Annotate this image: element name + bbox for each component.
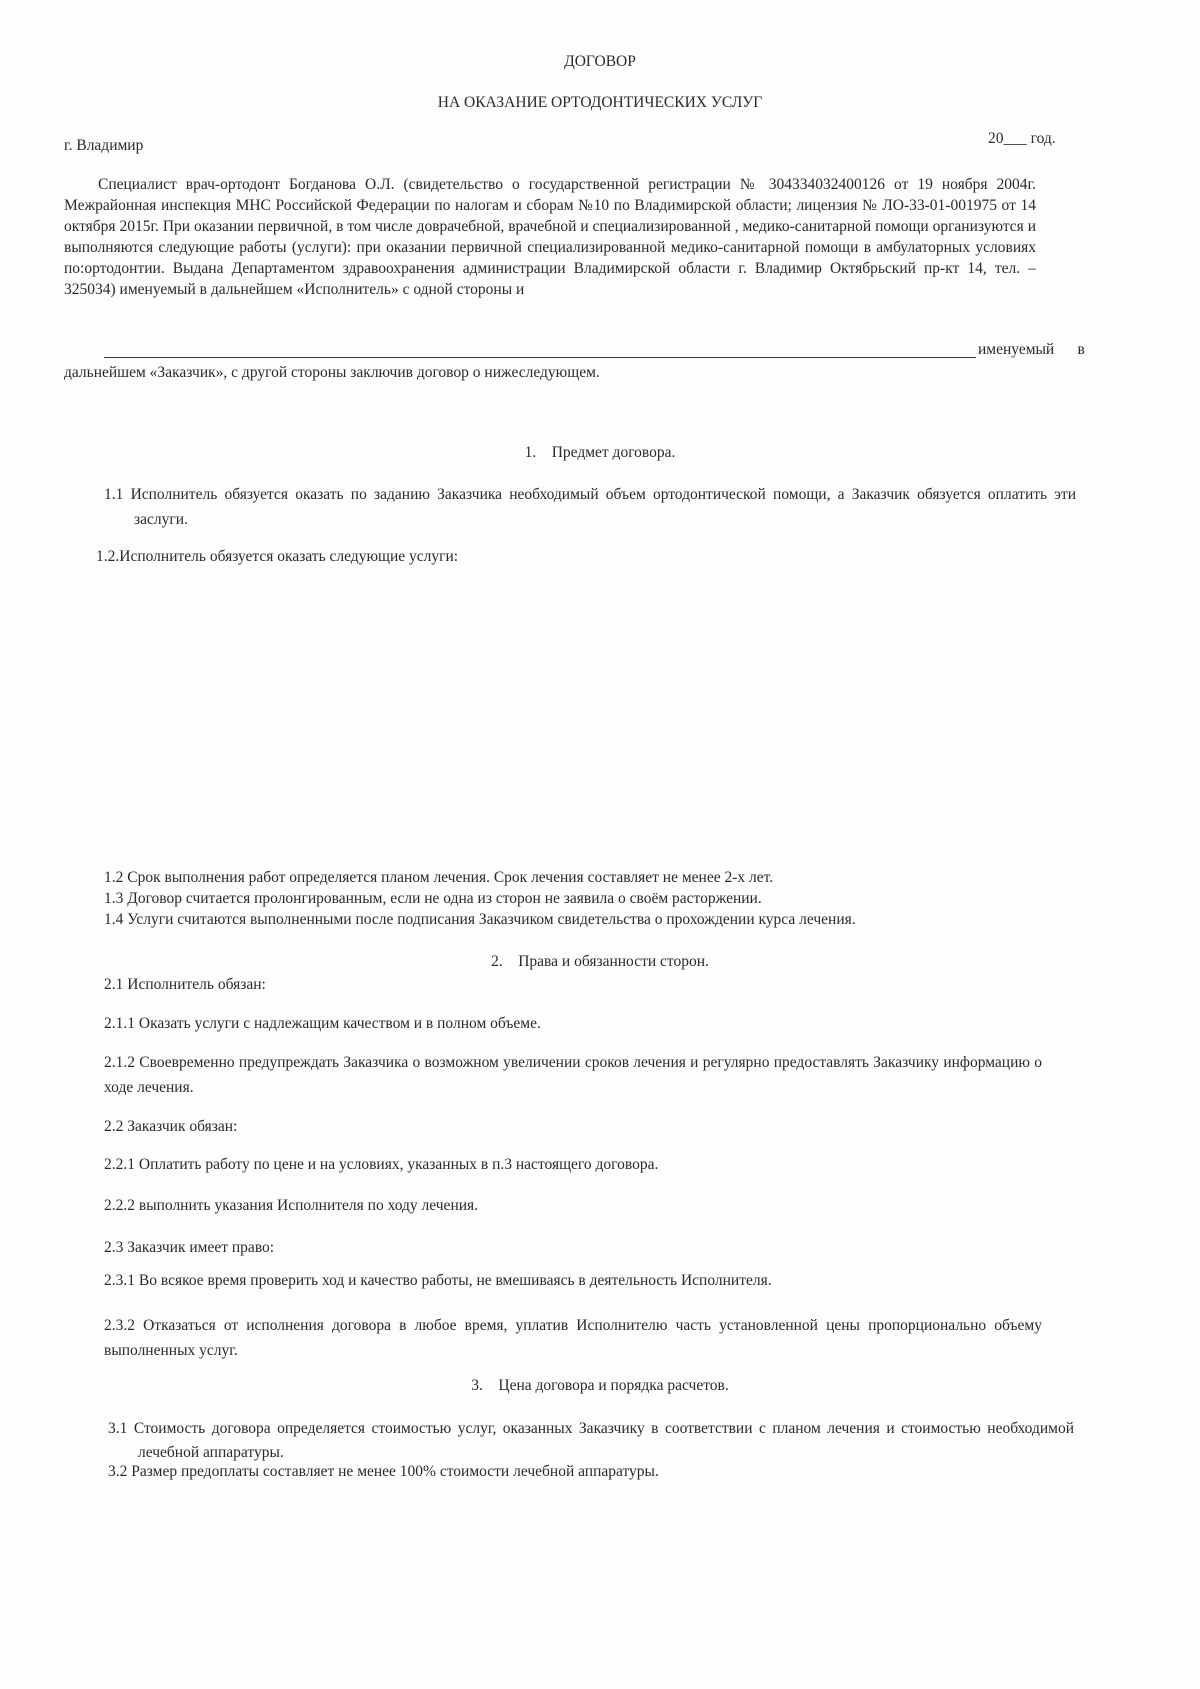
document-subtitle: НА ОКАЗАНИЕ ОРТОДОНТИЧЕСКИХ УСЛУГ [437, 94, 763, 111]
clause-2-1: 2.1 Исполнитель обязан: [104, 976, 266, 993]
clause-2-2-2: 2.2.2 выполнить указания Исполнителя по ходу лечения. [104, 1197, 479, 1214]
customer-name-blank [104, 357, 976, 358]
clause-3-1: 3.1 Стоимость договора определяется стоимостью услуг, оказанных Заказчику в соответствии с планом лечения и стоимостью необходимой лечебной аппаратуры. [108, 1420, 1074, 1461]
clause-3-2: 3.2 Размер предоплаты составляет не менее 100% стоимости лечебной аппаратуры. [108, 1463, 659, 1480]
section2-heading: 2. Права и обязанности сторон. [491, 953, 709, 970]
clause-2-2: 2.2 Заказчик обязан: [104, 1118, 238, 1135]
clause-1-2: 1.2 Срок выполнения работ определяется планом лечения. Срок лечения составляет не менее 2-х лет. [104, 869, 774, 886]
clauses-1-2-to-1-4 [104, 867, 856, 930]
clause-2-2-1: 2.2.1 Оплатить работу по цене и на условиях, указанных в п.3 настоящего договора. [104, 1156, 659, 1173]
clause-1-1: 1.1 Исполнитель обязуется оказать по заданию Заказчика необходимый объем ортодонтической помощи, а Заказчик обязуется оплатить эти заслуги. [104, 486, 1076, 528]
customer-line: дальнейшем «Заказчик», с другой стороны заключив договор о нижеследующем. [64, 364, 600, 381]
section1-heading: 1. Предмет договора. [524, 444, 676, 461]
clause-2-1-1: 2.1.1 Оказать услуги с надлежащим качеством и в полном объеме. [104, 1015, 541, 1032]
document-title: ДОГОВОР [564, 53, 636, 70]
clause-2-3: 2.3 Заказчик имеет право: [104, 1239, 275, 1256]
clause-2-1-2: 2.1.2 Своевременно предупреждать Заказчика о возможном увеличении сроков лечения и регулярно предоставлять Заказчику информацию о ходе лечения. [104, 1054, 1042, 1096]
clause-2-3-2: 2.3.2 Отказаться от исполнения договора в любое время, уплатив Исполнителю часть установленной цены пропорционально объему выполненных услуг. [104, 1317, 1042, 1359]
city: г. Владимир [64, 137, 144, 154]
clause-1-3: 1.3 Договор считается пролонгированным, если не одна из сторон не заявила о своём расторжении. [104, 890, 762, 907]
section3-heading: 3. Цена договора и порядка расчетов. [471, 1377, 729, 1394]
customer-blank-suffix: именуемый в [978, 341, 1085, 358]
preamble: Специалист врач-ортодонт Богданова О.Л. (свидетельство о государственной регистрации № 304334032400126 от 19 ноября 2004г. Межрайонная инспекция МНС Российской Федерации по налогам и сборам №10 по Владимирской области; лицензия № ЛО-33-01-001975 от 14 октября 2015г. При оказании первичной, в том числе доврачебной, врачебной и специализированной , медико-санитарной помощи организуются и выполняются следующие работы (услуги): при оказании первичной специализированной медико-санитарной помощи в амбулаторных условиях по:ортодонтии. Выдана Департаментом здравоохранения администрации Владимирской области г. Владимир Октябрьский пр-кт 14, тел. – 325034) именуемый в дальнейшем «Исполнитель» с одной стороны и [64, 176, 1036, 298]
clause-1-2-services: 1.2.Исполнитель обязуется оказать следующие услуги: [96, 548, 459, 565]
clause-1-4: 1.4 Услуги считаются выполненными после подписания Заказчиком свидетельства о прохождении курса лечения. [104, 911, 856, 928]
clause-2-3-1: 2.3.1 Во всякое время проверить ход и качество работы, не вмешиваясь в деятельность Исполнителя. [104, 1272, 772, 1289]
date: 20___ год. [988, 130, 1056, 147]
